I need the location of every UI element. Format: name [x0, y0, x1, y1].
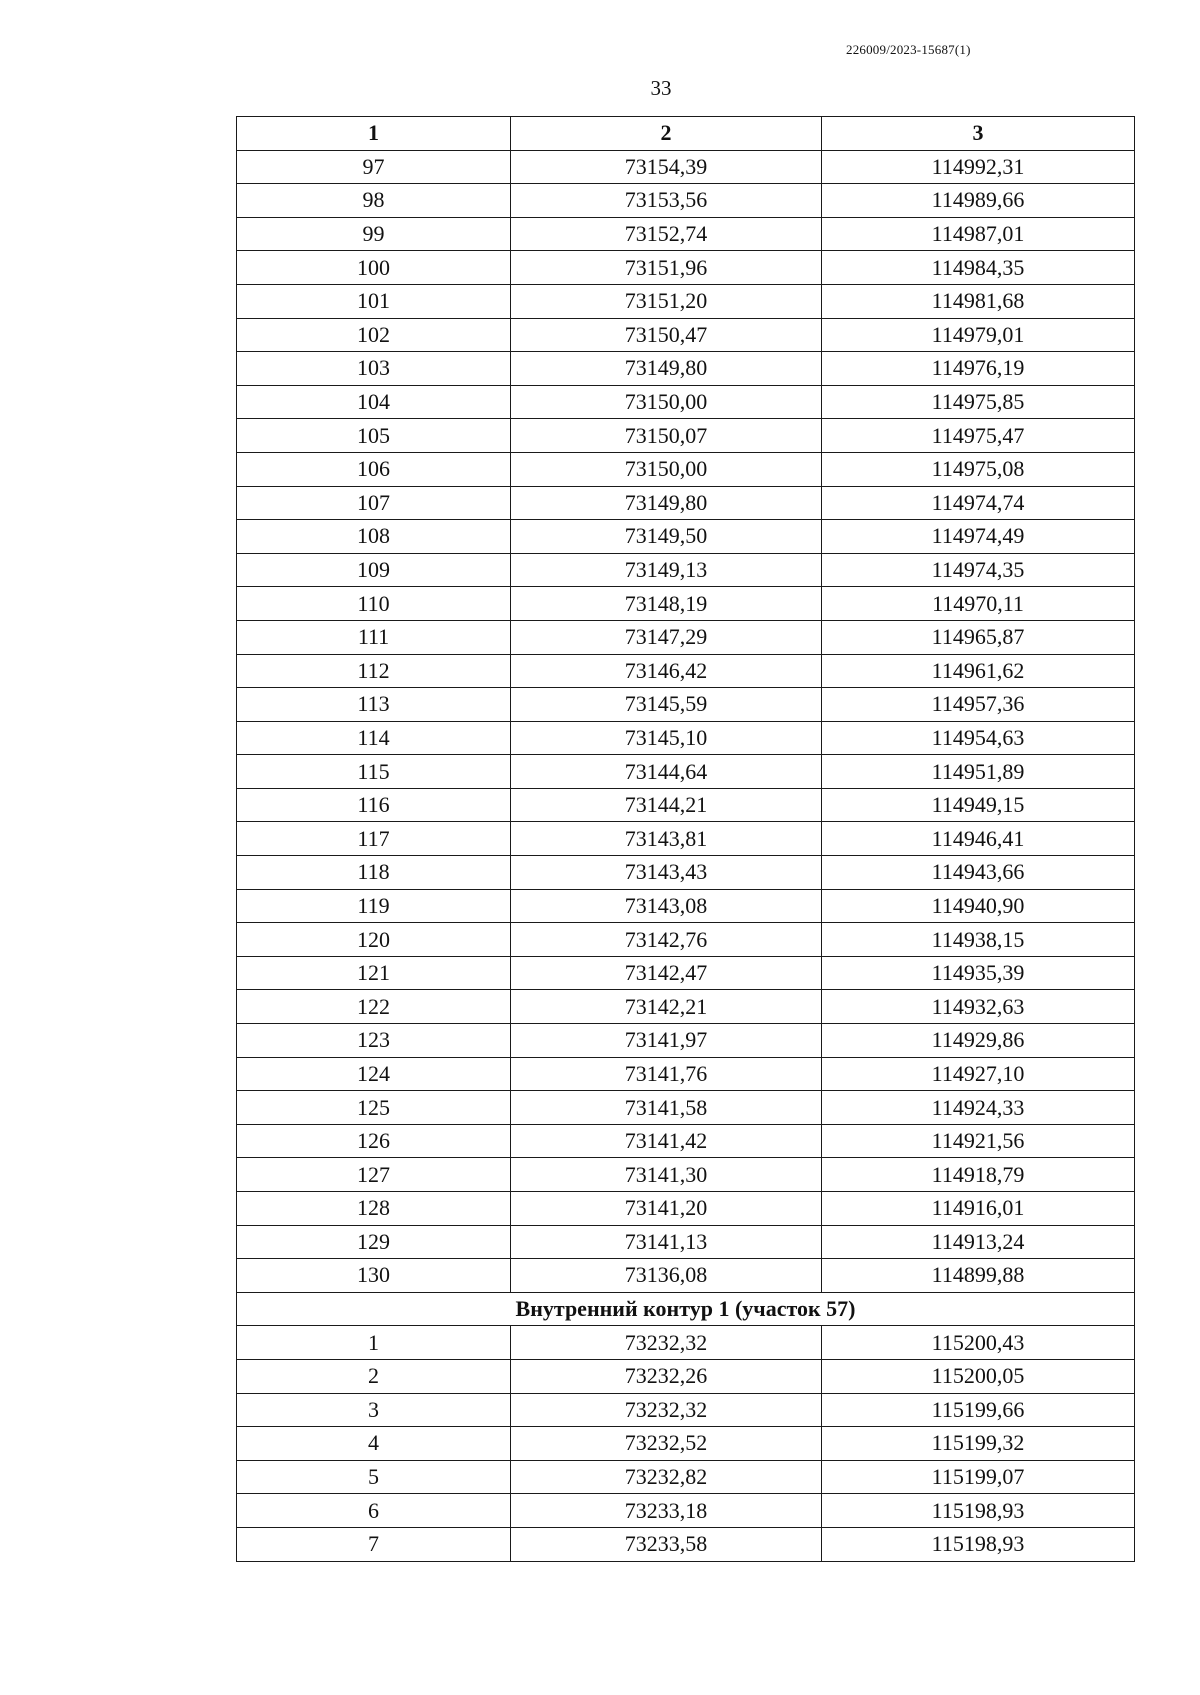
point-number-cell: 116	[237, 788, 511, 822]
point-number-cell: 97	[237, 150, 511, 184]
y-coordinate-cell: 114916,01	[822, 1192, 1135, 1226]
table-row	[237, 184, 1135, 218]
x-coordinate-cell: 73151,20	[511, 284, 822, 318]
point-number-cell: 4	[237, 1427, 511, 1461]
point-number-cell: 121	[237, 956, 511, 990]
y-coordinate-cell: 114974,49	[822, 520, 1135, 554]
x-coordinate-cell: 73152,74	[511, 217, 822, 251]
y-coordinate-cell: 114913,24	[822, 1225, 1135, 1259]
coordinates-table	[236, 116, 1135, 1562]
y-coordinate-cell: 114974,74	[822, 486, 1135, 520]
point-number-cell: 103	[237, 352, 511, 386]
point-number-cell: 111	[237, 620, 511, 654]
x-coordinate-cell: 73144,64	[511, 755, 822, 789]
table-row	[237, 284, 1135, 318]
point-number-cell: 99	[237, 217, 511, 251]
x-coordinate-cell: 73143,81	[511, 822, 822, 856]
table-row	[237, 1057, 1135, 1091]
table-row	[237, 1091, 1135, 1125]
x-coordinate-cell: 73232,32	[511, 1393, 822, 1427]
table-row	[237, 889, 1135, 923]
table-row	[237, 251, 1135, 285]
x-coordinate-cell: 73141,76	[511, 1057, 822, 1091]
y-coordinate-cell: 114975,85	[822, 385, 1135, 419]
y-coordinate-cell: 114992,31	[822, 150, 1135, 184]
point-number-cell: 120	[237, 923, 511, 957]
y-coordinate-cell: 114940,90	[822, 889, 1135, 923]
x-coordinate-cell: 73232,52	[511, 1427, 822, 1461]
table-row	[237, 318, 1135, 352]
x-coordinate-cell: 73142,47	[511, 956, 822, 990]
y-coordinate-cell: 115200,43	[822, 1326, 1135, 1360]
table-row	[237, 150, 1135, 184]
table-row	[237, 620, 1135, 654]
y-coordinate-cell: 114975,47	[822, 419, 1135, 453]
y-coordinate-cell: 114938,15	[822, 923, 1135, 957]
y-coordinate-cell: 114957,36	[822, 688, 1135, 722]
table-row	[237, 1494, 1135, 1528]
point-number-cell: 108	[237, 520, 511, 554]
page-number: 33	[650, 76, 672, 100]
x-coordinate-cell: 73141,13	[511, 1225, 822, 1259]
x-coordinate-cell: 73141,42	[511, 1124, 822, 1158]
y-coordinate-cell: 114929,86	[822, 1024, 1135, 1058]
x-coordinate-cell: 73150,00	[511, 452, 822, 486]
table-header-row	[237, 117, 1135, 151]
x-coordinate-cell: 73149,80	[511, 352, 822, 386]
point-number-cell: 115	[237, 755, 511, 789]
point-number-cell: 109	[237, 553, 511, 587]
table-row	[237, 822, 1135, 856]
point-number-cell: 124	[237, 1057, 511, 1091]
table-row	[237, 688, 1135, 722]
point-number-cell: 113	[237, 688, 511, 722]
y-coordinate-cell: 114935,39	[822, 956, 1135, 990]
point-number-cell: 114	[237, 721, 511, 755]
x-coordinate-cell: 73233,18	[511, 1494, 822, 1528]
x-coordinate-cell: 73150,00	[511, 385, 822, 419]
table-row	[237, 1359, 1135, 1393]
point-number-cell: 7	[237, 1527, 511, 1561]
point-number-cell: 122	[237, 990, 511, 1024]
x-coordinate-cell: 73150,07	[511, 419, 822, 453]
table-row	[237, 856, 1135, 890]
y-coordinate-cell: 114924,33	[822, 1091, 1135, 1125]
x-coordinate-cell: 73233,58	[511, 1527, 822, 1561]
y-coordinate-cell: 114899,88	[822, 1259, 1135, 1293]
x-coordinate-cell: 73143,43	[511, 856, 822, 890]
document-id: 226009/2023-15687(1)	[846, 42, 971, 57]
point-number-cell: 127	[237, 1158, 511, 1192]
point-number-cell: 105	[237, 419, 511, 453]
x-coordinate-cell: 73146,42	[511, 654, 822, 688]
column-header: 3	[822, 117, 1135, 151]
y-coordinate-cell: 115199,07	[822, 1460, 1135, 1494]
point-number-cell: 101	[237, 284, 511, 318]
table-row	[237, 553, 1135, 587]
y-coordinate-cell: 114976,19	[822, 352, 1135, 386]
table-row	[237, 419, 1135, 453]
point-number-cell: 3	[237, 1393, 511, 1427]
y-coordinate-cell: 115198,93	[822, 1527, 1135, 1561]
point-number-cell: 130	[237, 1259, 511, 1293]
table-row	[237, 352, 1135, 386]
point-number-cell: 107	[237, 486, 511, 520]
table-row	[237, 217, 1135, 251]
x-coordinate-cell: 73145,59	[511, 688, 822, 722]
x-coordinate-cell: 73232,82	[511, 1460, 822, 1494]
table-row	[237, 587, 1135, 621]
table-row	[237, 1192, 1135, 1226]
y-coordinate-cell: 114954,63	[822, 721, 1135, 755]
y-coordinate-cell: 114927,10	[822, 1057, 1135, 1091]
y-coordinate-cell: 115199,32	[822, 1427, 1135, 1461]
point-number-cell: 2	[237, 1359, 511, 1393]
point-number-cell: 5	[237, 1460, 511, 1494]
y-coordinate-cell: 114946,41	[822, 822, 1135, 856]
point-number-cell: 106	[237, 452, 511, 486]
y-coordinate-cell: 114987,01	[822, 217, 1135, 251]
x-coordinate-cell: 73147,29	[511, 620, 822, 654]
y-coordinate-cell: 114932,63	[822, 990, 1135, 1024]
table-row	[237, 1024, 1135, 1058]
x-coordinate-cell: 73136,08	[511, 1259, 822, 1293]
x-coordinate-cell: 73232,26	[511, 1359, 822, 1393]
table-row	[237, 923, 1135, 957]
table-row	[237, 486, 1135, 520]
point-number-cell: 104	[237, 385, 511, 419]
table-row	[237, 1460, 1135, 1494]
x-coordinate-cell: 73145,10	[511, 721, 822, 755]
point-number-cell: 129	[237, 1225, 511, 1259]
x-coordinate-cell: 73141,97	[511, 1024, 822, 1058]
table-row	[237, 452, 1135, 486]
x-coordinate-cell: 73154,39	[511, 150, 822, 184]
x-coordinate-cell: 73149,80	[511, 486, 822, 520]
y-coordinate-cell: 115198,93	[822, 1494, 1135, 1528]
x-coordinate-cell: 73143,08	[511, 889, 822, 923]
table-row	[237, 1158, 1135, 1192]
point-number-cell: 123	[237, 1024, 511, 1058]
point-number-cell: 6	[237, 1494, 511, 1528]
table-row	[237, 788, 1135, 822]
y-coordinate-cell: 114970,11	[822, 587, 1135, 621]
x-coordinate-cell: 73149,50	[511, 520, 822, 554]
point-number-cell: 118	[237, 856, 511, 890]
y-coordinate-cell: 114949,15	[822, 788, 1135, 822]
point-number-cell: 126	[237, 1124, 511, 1158]
y-coordinate-cell: 114951,89	[822, 755, 1135, 789]
table-row	[237, 520, 1135, 554]
table-row	[237, 1326, 1135, 1360]
y-coordinate-cell: 114943,66	[822, 856, 1135, 890]
table-row	[237, 990, 1135, 1024]
point-number-cell: 102	[237, 318, 511, 352]
section-table-body	[237, 1326, 1135, 1561]
point-number-cell: 117	[237, 822, 511, 856]
y-coordinate-cell: 114921,56	[822, 1124, 1135, 1158]
point-number-cell: 119	[237, 889, 511, 923]
section-title: Внутренний контур 1 (участок 57)	[237, 1292, 1135, 1326]
point-number-cell: 98	[237, 184, 511, 218]
y-coordinate-cell: 114979,01	[822, 318, 1135, 352]
y-coordinate-cell: 114961,62	[822, 654, 1135, 688]
point-number-cell: 1	[237, 1326, 511, 1360]
table-row	[237, 721, 1135, 755]
x-coordinate-cell: 73142,21	[511, 990, 822, 1024]
y-coordinate-cell: 114918,79	[822, 1158, 1135, 1192]
column-header: 2	[511, 117, 822, 151]
table-row	[237, 755, 1135, 789]
y-coordinate-cell: 114989,66	[822, 184, 1135, 218]
point-number-cell: 100	[237, 251, 511, 285]
x-coordinate-cell: 73151,96	[511, 251, 822, 285]
point-number-cell: 110	[237, 587, 511, 621]
table-row	[237, 1527, 1135, 1561]
x-coordinate-cell: 73150,47	[511, 318, 822, 352]
table-row	[237, 654, 1135, 688]
x-coordinate-cell: 73142,76	[511, 923, 822, 957]
point-number-cell: 112	[237, 654, 511, 688]
y-coordinate-cell: 114965,87	[822, 620, 1135, 654]
x-coordinate-cell: 73141,58	[511, 1091, 822, 1125]
point-number-cell: 125	[237, 1091, 511, 1125]
table-row	[237, 1259, 1135, 1293]
column-header: 1	[237, 117, 511, 151]
table-row	[237, 1393, 1135, 1427]
section-header-row	[237, 1292, 1135, 1326]
x-coordinate-cell: 73144,21	[511, 788, 822, 822]
point-number-cell: 128	[237, 1192, 511, 1226]
y-coordinate-cell: 114981,68	[822, 284, 1135, 318]
x-coordinate-cell: 73149,13	[511, 553, 822, 587]
table-body	[237, 150, 1135, 1292]
y-coordinate-cell: 114984,35	[822, 251, 1135, 285]
table-row	[237, 1225, 1135, 1259]
x-coordinate-cell: 73153,56	[511, 184, 822, 218]
y-coordinate-cell: 114974,35	[822, 553, 1135, 587]
y-coordinate-cell: 115199,66	[822, 1393, 1135, 1427]
x-coordinate-cell: 73141,20	[511, 1192, 822, 1226]
x-coordinate-cell: 73141,30	[511, 1158, 822, 1192]
y-coordinate-cell: 114975,08	[822, 452, 1135, 486]
table-row	[237, 1427, 1135, 1461]
y-coordinate-cell: 115200,05	[822, 1359, 1135, 1393]
x-coordinate-cell: 73232,32	[511, 1326, 822, 1360]
table-row	[237, 1124, 1135, 1158]
x-coordinate-cell: 73148,19	[511, 587, 822, 621]
table-row	[237, 385, 1135, 419]
table-row	[237, 956, 1135, 990]
